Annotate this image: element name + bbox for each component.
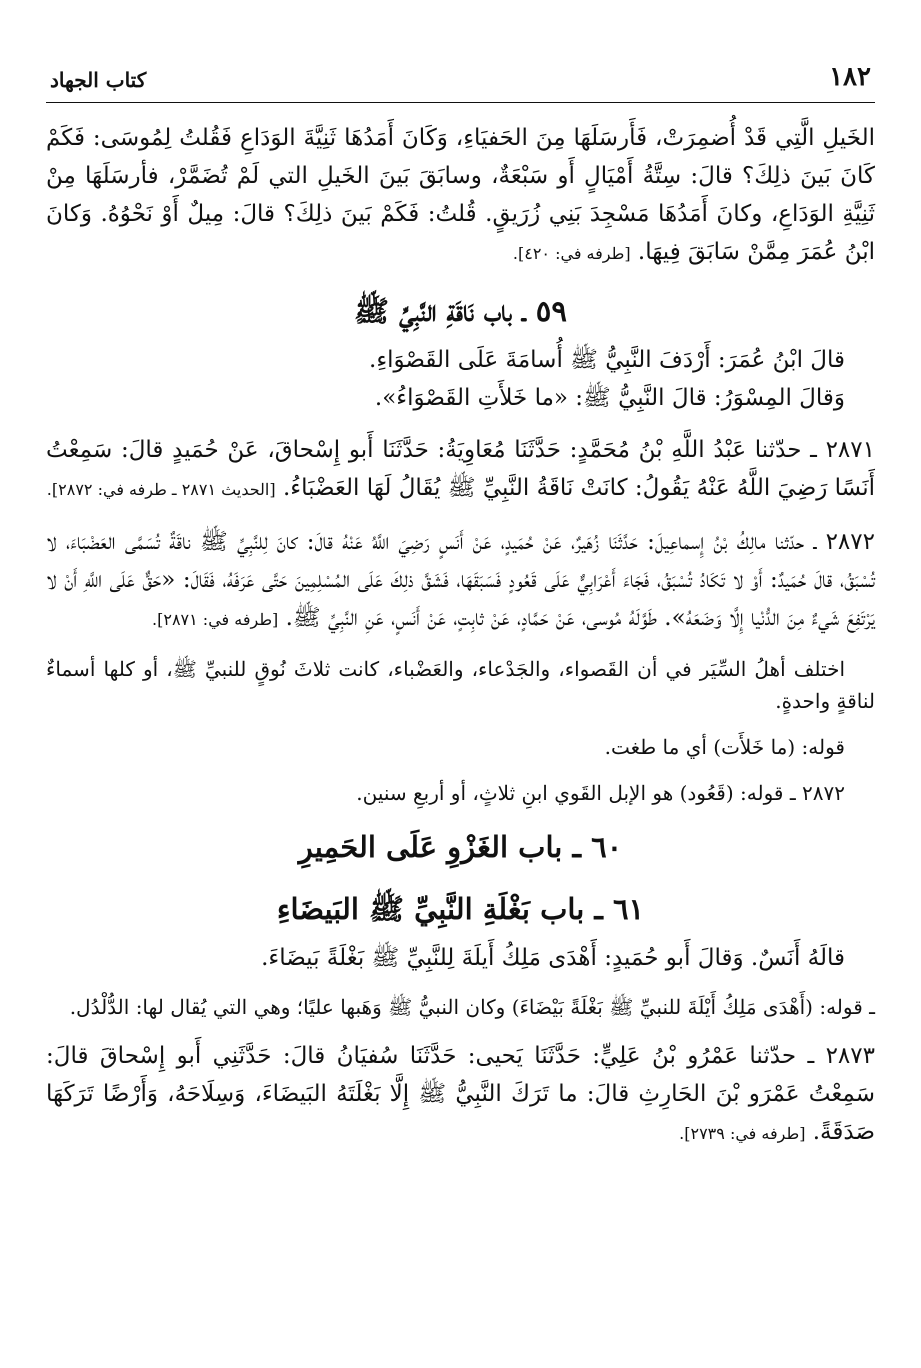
running-title: كتاب الجهاد <box>50 68 147 92</box>
cross-reference: [طرفه في: ٢٨٧١]. <box>152 610 279 629</box>
cross-reference: [طرفه في: ٢٧٣٩]. <box>679 1124 806 1143</box>
chapter-61-heading: ٦١ ـ باب بَغْلَةِ النَّبِيِّ ﷺ البَيضَاءِ <box>276 892 645 926</box>
hadith-2871 <box>46 431 875 509</box>
commentary-names-of-camels: اختلف أهلُ السِّيَر في أن القَصواء، والجَدْعاء، والعَضْباء، كانت ثلاثَ نُوقٍ للنبيِّ ﷺ، أو كلها أسماءٌ لناقةٍ واحدةٍ. <box>46 657 875 713</box>
hadith-2873 <box>46 1037 875 1153</box>
hadith-text: ٢٨٧٣ ـ حدّثنا عَمْرُو بْنُ عَلِيٍّ: حَدَّثَنَا يَحيى: حَدَّثَنَا سُفيَانُ قالَ: حَدَّثَنِي أَبو إِسْحاقَ قالَ: سَمِعْتُ عَمْرَو بْنَ الحَارِثِ قالَ: ما تَرَكَ النَّبِيُّ ﷺ إِلَّا بَغْلَتَهُ البَيضَاءَ، وَسِلَاحَهُ، وَأَرْضًا تَرَكَهَا صَدَقَةً. <box>46 1043 875 1145</box>
page-header <box>46 62 875 103</box>
ibn-umar-report: قالَ ابْنُ عُمَرَ: أَرْدَفَ النَّبِيُّ ﷺ أُسامَةَ عَلَى القَصْوَاءِ. <box>369 347 845 373</box>
anas-abu-humaid-report: قالَهُ أَنَسٌ. وَقالَ أَبو حُمَيدٍ: أَهْدَى مَلِكُ أَيلَةَ لِلنَّبِيِّ ﷺ بَغْلَةً بَيضَاءَ. <box>261 945 845 971</box>
commentary-white-mule: ـ قوله: (أَهْدَى مَلِكُ أَيْلَةَ للنبيِّ ﷺ بَغْلَةً بَيْضَاءَ) وكان النبيُّ ﷺ وَهَبها عليًا؛ وهي التي يُقال لها: الدُّلْدُل. <box>69 995 875 1019</box>
hadith-text: ٢٨٧١ ـ حدّثنا عَبْدُ اللَّهِ بْنُ مُحَمَّدٍ: حَدَّثَنَا مُعَاوِيَةُ: حَدَّثَنَا أَبو إِسْحاقَ، عَنْ حُمَيدٍ قالَ: سَمِعْتُ أَنَسًا رَضِيَ اللَّهُ عَنْهُ يَقُولُ: كانَتْ نَاقَةُ النَّبِيِّ ﷺ يُقَالُ لَهَا العَضْبَاءُ. <box>46 437 875 501</box>
paragraph-text: الخَيلِ الَّتِي قَدْ أُضمِرَتْ، فَأَرسَلَهَا مِنَ الحَفيَاءِ، وَكَانَ أَمَدُهَا ثَنِيَّةَ الوَدَاعِ فَقُلتُ لِمُوسَى: فَكَمْ كَانَ بَينَ ذلِكَ؟ قالَ: سِتَّةُ أَمْيَالٍ أَو سَبْعَةٌ، وسابَقَ بَينَ الخَيلِ التي لَمْ تُضَمَّرْ، فأرسَلَهَا مِنْ ثَنِيَّةِ الوَدَاعِ، وكانَ أَمَدُهَا مَسْجِدَ بَنِي زُرَيقٍ. قُلتُ: فَكَمْ بَينَ ذلِكَ؟ قالَ: مِيلٌ أَوْ نَحْوُهُ. وَكانَ ابْنُ عُمَرَ مِمَّنْ سَابَقَ فِيهَا. <box>46 125 875 265</box>
hadith-continuation <box>46 119 875 273</box>
page-number: ١٨٢ <box>829 62 871 92</box>
commentary-qaud: ٢٨٧٢ ـ قوله: (قَعُود) هو الإبل القَوي ابنِ ثلاثٍ، أو أربعِ سنين. <box>356 781 845 805</box>
chapter-60-heading: ٦٠ ـ باب الغَزْوِ عَلَى الحَمِيرِ <box>298 830 623 864</box>
miswar-report: وَقالَ المِسْوَرُ: قالَ النَّبِيُّ ﷺ: «ما خَلأَتِ القَصْوَاءُ». <box>374 385 845 411</box>
commentary-khala-at: قوله: (ما خَلأَت) أي ما طغت. <box>604 735 845 759</box>
hadith-2872 <box>46 523 875 639</box>
cross-reference: [طرفه في: ٤٢٠]. <box>512 244 631 263</box>
hadith-text: ٢٨٧٢ ـ حدّثنا مالِكُ بْنُ إِسماعِيلَ: حَدَّثَنَا زُهَيرٌ، عَنْ حُمَيدٍ، عَنْ أَنَسٍ رَضِيَ اللَّهُ عَنْهُ قالَ: كانَ لِلنَّبِيِّ ﷺ ناقَةٌ تُسَمَّى العَضْبَاءَ، لا تُسْبَقُ، قالَ حُمَيدٌ: أَوْ لا تَكَادُ تُسْبَقُ، فَجَاءَ أَعْرَابِيٌّ عَلَى قَعُودٍ فَسَبَقَهَا، فَشَقَّ ذلِكَ عَلَى المُسْلِمِينَ حَتَّى عَرَفَهُ، فَقَالَ: «حَقٌّ عَلَى اللَّهِ أَنْ لا يَرْتَفِعَ شَيءٌ مِنَ الدُّنْيا إِلَّا وَضَعَهُ». طَوَّلَهُ مُوسى، عَنْ حَمَّادٍ، عَنْ ثابِتٍ، عَنْ أَنَسٍ، عَنِ النَّبِيِّ ﷺ. <box>46 529 875 631</box>
cross-reference: [الحديث ٢٨٧١ ـ طرفه في: ٢٨٧٢]. <box>46 480 276 499</box>
chapter-59-heading: ٥٩ ـ باب نَاقَةِ النَّبِيِّ ﷺ <box>354 294 567 328</box>
